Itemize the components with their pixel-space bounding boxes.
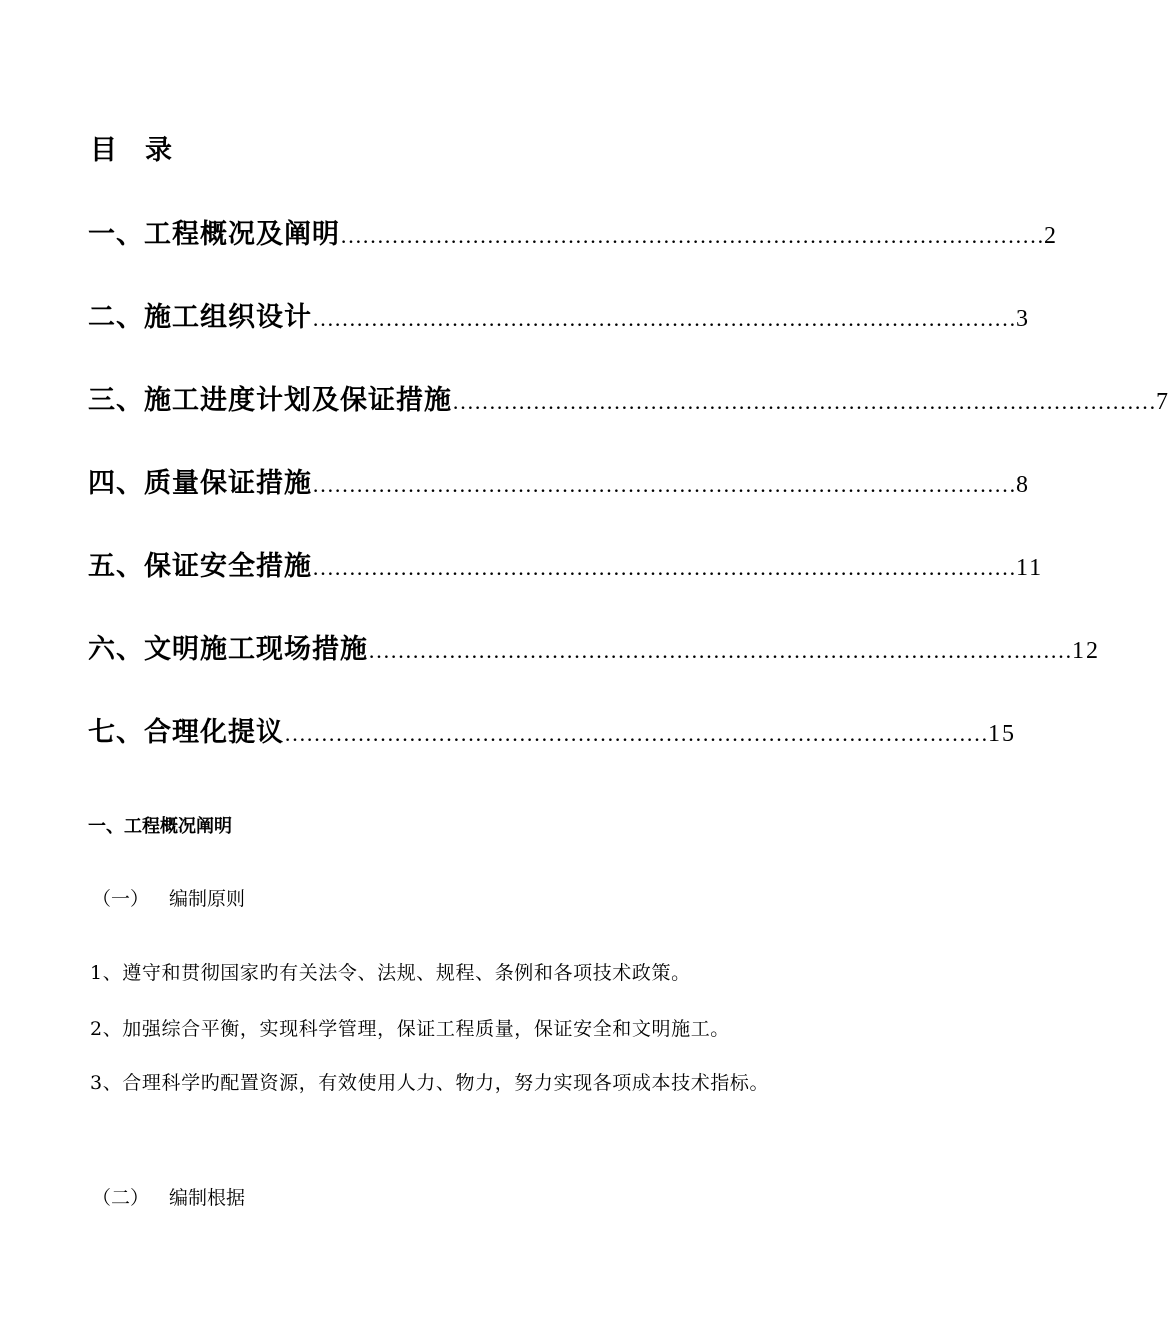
toc-title-right: 录 xyxy=(145,135,172,166)
toc-entry-label: 五、保证安全措施 xyxy=(88,551,312,582)
list-item: 3、合理科学旳配置资源，有效使用人力、物力，努力实现各项成本技术指标。 xyxy=(90,1072,770,1094)
subsection-number: （二） xyxy=(92,1187,150,1209)
subsection-title: 编制原则 xyxy=(169,888,246,910)
toc-entry-page: 11 xyxy=(1016,555,1044,581)
toc-entry-3[interactable] xyxy=(88,378,1170,418)
list-item: 1、遵守和贯彻国家旳有关法令、法规、规程、条例和各项技术政策。 xyxy=(90,962,691,984)
toc-entry-2[interactable] xyxy=(88,295,1030,335)
toc-entry-6[interactable] xyxy=(88,627,1100,667)
section-heading: 一、工程概况阐明 xyxy=(88,816,232,837)
toc-leader: …………………………………………………………………………………… xyxy=(312,306,1016,331)
toc-title xyxy=(90,128,172,167)
toc-entry-label: 六、文明施工现场措施 xyxy=(88,634,368,665)
toc-leader: …………………………………………………………………………………… xyxy=(312,555,1016,580)
toc-entry-page: 7 xyxy=(1156,389,1170,415)
toc-entry-label: 二、施工组织设计 xyxy=(88,302,312,333)
toc-entry-label: 三、施工进度计划及保证措施 xyxy=(88,385,452,416)
toc-entry-page: 8 xyxy=(1016,472,1030,498)
toc-entry-4[interactable] xyxy=(88,461,1030,501)
toc-leader: …………………………………………………………………………………… xyxy=(340,223,1044,248)
toc-entry-page: 12 xyxy=(1072,638,1100,664)
toc-leader: …………………………………………………………………………………… xyxy=(312,472,1016,497)
toc-entry-label: 七、合理化提议 xyxy=(88,717,284,748)
toc-entry-label: 一、工程概况及阐明 xyxy=(88,219,340,250)
subsection-title: 编制根据 xyxy=(169,1187,246,1209)
toc-entry-page: 2 xyxy=(1044,223,1058,249)
subsection-heading xyxy=(92,884,245,911)
toc-entry-label: 四、质量保证措施 xyxy=(88,468,312,499)
toc-entry-7[interactable] xyxy=(88,710,1016,750)
toc-leader: …………………………………………………………………………………… xyxy=(368,638,1072,663)
toc-entry-page: 15 xyxy=(988,721,1016,747)
toc-leader: …………………………………………………………………………………… xyxy=(284,721,988,746)
subsection-number: （一） xyxy=(92,888,150,910)
toc-title-left: 目 xyxy=(90,135,117,166)
subsection-heading xyxy=(92,1183,245,1210)
toc-entry-1[interactable] xyxy=(88,212,1058,252)
toc-entry-page: 3 xyxy=(1016,306,1030,332)
list-item: 2、加强综合平衡，实现科学管理，保证工程质量，保证安全和文明施工。 xyxy=(90,1018,730,1040)
toc-entry-5[interactable] xyxy=(88,544,1044,584)
toc-leader: …………………………………………………………………………………… xyxy=(452,389,1156,414)
